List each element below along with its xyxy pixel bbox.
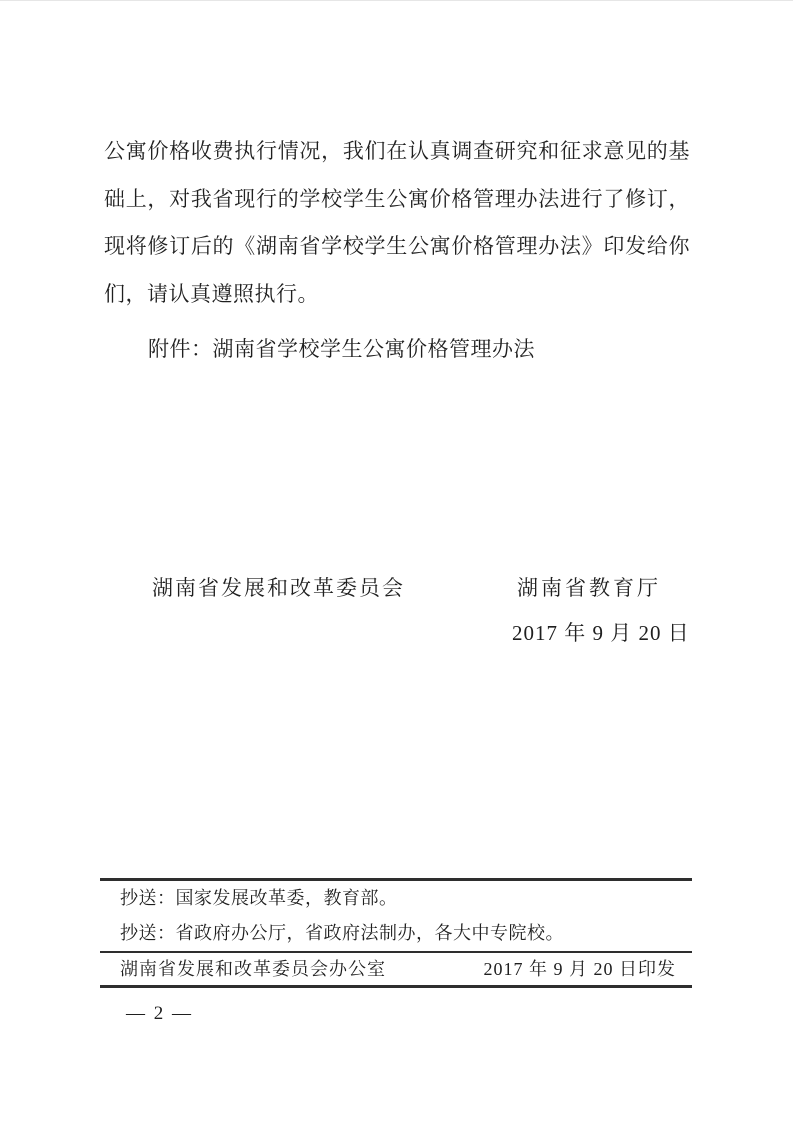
attachment-line: 附件：湖南省学校学生公寓价格管理办法 bbox=[148, 337, 535, 361]
paragraph-line-3: 现将修订后的《湖南省学校学生公寓价格管理办法》印发给你 bbox=[104, 234, 690, 258]
signature-left-org: 湖南省发展和改革委员会 bbox=[152, 576, 405, 600]
issuer-office: 湖南省发展和改革委员会办公室 bbox=[120, 959, 386, 979]
cc-line-1: 抄送：国家发展改革委，教育部。 bbox=[120, 887, 398, 908]
print-date: 2017 年 9 月 20 日印发 bbox=[483, 959, 676, 979]
body-paragraph bbox=[104, 128, 690, 318]
cc-line-2: 抄送：省政府办公厅，省政府法制办，各大中专院校。 bbox=[120, 922, 564, 943]
paragraph-line-1: 公寓价格收费执行情况，我们在认真调查研究和征求意见的基 bbox=[104, 139, 690, 163]
footer-block bbox=[100, 878, 692, 988]
paragraph-line-4: 们，请认真遵照执行。 bbox=[104, 281, 319, 306]
issuer-row bbox=[100, 953, 692, 985]
page-number: — 2 — bbox=[126, 1003, 193, 1024]
paragraph-line-2: 础上，对我省现行的学校学生公寓价格管理办法进行了修订， bbox=[104, 186, 690, 211]
footer-bottom-rule bbox=[100, 985, 692, 988]
signature-date: 2017 年 9 月 20 日 bbox=[512, 621, 690, 645]
signature-right-org: 湖南省教育厅 bbox=[517, 576, 661, 600]
